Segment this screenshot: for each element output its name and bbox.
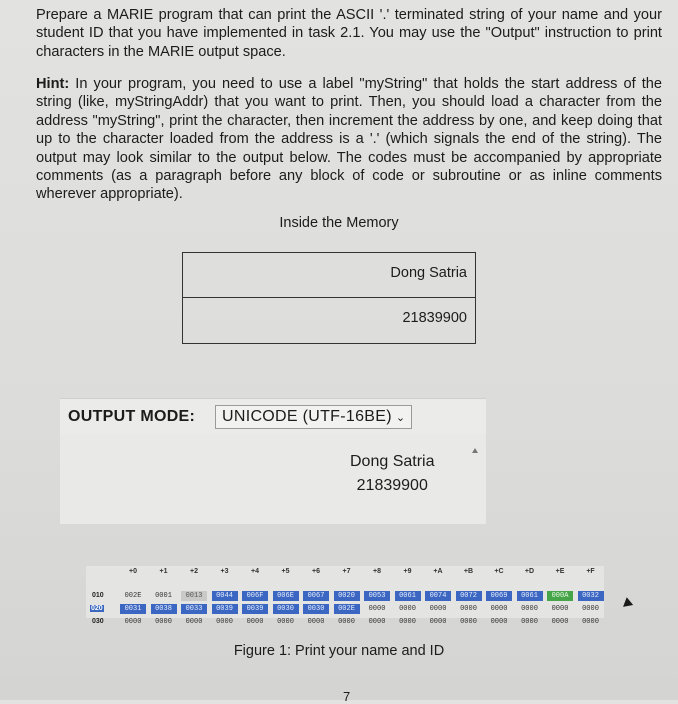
memory-column-header: +3 (220, 568, 229, 575)
hint-text: In your program, you need to use a label "myString" that holds the start address of the string (like, myStringAddr) that you want to print. Then, you should load a character from the address "myString", print the character, then increment the address by one, and keep doing that up to the character loaded from the address is a '.' (which signals the end of the string). The output may look similar to the output below. The codes must be accompanied by appropriate comments (as a paragraph before any block of code or subroutine or as inline comments wherever appropriate). (36, 76, 662, 203)
memory-cell[interactable]: 0000 (429, 605, 447, 613)
memory-row-address[interactable]: 020 (91, 605, 103, 612)
memory-cell[interactable]: 0000 (460, 618, 477, 626)
output-mode-label: OUTPUT MODE: (68, 408, 196, 425)
memory-cell[interactable]: 0030 (303, 604, 329, 614)
memory-cell[interactable]: 0001 (155, 592, 172, 600)
memory-column-header: +5 (281, 568, 290, 575)
hint-label: Hint: (36, 76, 70, 92)
output-area (60, 434, 486, 524)
memory-column-header: +8 (373, 568, 381, 575)
memory-cell[interactable]: 0031 (120, 604, 146, 614)
memory-cell[interactable]: 0000 (246, 618, 264, 626)
memory-row-address[interactable]: 030 (92, 618, 104, 625)
memory-cell[interactable]: 0000 (551, 618, 569, 626)
memory-row-name (183, 253, 475, 298)
memory-cell[interactable]: 0032 (578, 591, 604, 601)
memory-cell[interactable]: 0061 (395, 591, 421, 601)
memory-cell[interactable]: 0000 (399, 618, 416, 626)
memory-cell[interactable]: 006F (242, 591, 268, 601)
memory-cell[interactable]: 0000 (277, 618, 294, 626)
memory-cell[interactable]: 0044 (212, 591, 238, 601)
memory-column-header: +A (433, 568, 443, 575)
pointer-arrow-icon (620, 597, 633, 610)
memory-cell[interactable]: 002E (124, 592, 142, 600)
memory-cell[interactable]: 0000 (582, 605, 599, 613)
memory-cell[interactable]: 0013 (181, 591, 207, 601)
memory-column-header: +E (555, 568, 565, 575)
memory-column-header: +6 (312, 568, 320, 575)
memory-column-header: +B (463, 568, 474, 575)
scroll-up-icon[interactable] (472, 448, 478, 453)
memory-cell[interactable]: 0000 (124, 618, 142, 626)
memory-cell[interactable]: 0030 (273, 604, 299, 614)
output-mode-bar (60, 398, 486, 435)
memory-cell[interactable]: 0061 (517, 591, 543, 601)
memory-caption: Inside the Memory (279, 215, 399, 231)
memory-name-value: Dong Satria (390, 265, 467, 281)
memory-column-header: +2 (190, 568, 198, 575)
memory-column-header: +D (524, 568, 535, 575)
memory-cell[interactable]: 000A (547, 591, 573, 601)
memory-cell[interactable]: 0039 (212, 604, 238, 614)
memory-row-address[interactable]: 010 (92, 592, 104, 599)
memory-cell[interactable]: 0000 (551, 605, 569, 613)
memory-cell[interactable]: 0033 (181, 604, 207, 614)
memory-column-header: +4 (251, 568, 259, 575)
memory-cell[interactable]: 0039 (242, 604, 268, 614)
memory-cell[interactable]: 0000 (399, 605, 416, 613)
memory-cell[interactable]: 0000 (521, 618, 538, 626)
memory-table (182, 252, 476, 344)
page-number: 7 (343, 689, 351, 704)
memory-column-header: +7 (342, 568, 351, 575)
memory-row-id (183, 298, 475, 343)
memory-cell[interactable]: 0000 (582, 618, 599, 626)
memory-cell[interactable]: 0000 (490, 605, 508, 613)
memory-column-header: +1 (159, 568, 168, 575)
memory-cell[interactable]: 0000 (429, 618, 447, 626)
memory-column-header: +9 (403, 568, 412, 575)
hint-paragraph (36, 75, 662, 204)
memory-cell[interactable]: 0000 (368, 605, 386, 613)
output-mode-select[interactable] (215, 405, 412, 429)
memory-cell[interactable]: 0000 (216, 618, 233, 626)
output-text: Dong Satria 21839900 (350, 453, 435, 494)
memory-cell[interactable]: 0000 (460, 605, 477, 613)
memory-cell[interactable]: 0072 (456, 591, 482, 601)
memory-column-header: +F (586, 568, 595, 575)
figure-caption: Figure 1: Print your name and ID (233, 643, 445, 659)
memory-cell[interactable]: 0074 (425, 591, 451, 601)
memory-cell[interactable]: 0067 (303, 591, 329, 601)
memory-cell[interactable]: 006E (273, 591, 299, 601)
memory-column-header: +0 (129, 568, 137, 575)
output-mode-value: UNICODE (UTF-16BE) (222, 408, 392, 425)
memory-column-header: +C (494, 568, 504, 575)
memory-cell[interactable]: 0020 (334, 591, 360, 601)
memory-cell[interactable]: 0000 (368, 618, 386, 626)
memory-id-value: 21839900 (402, 310, 467, 326)
memory-cell[interactable]: 0000 (490, 618, 508, 626)
memory-cell[interactable]: 0000 (155, 618, 172, 626)
memory-view (86, 566, 604, 626)
memory-cell[interactable]: 0000 (521, 605, 538, 613)
memory-cell[interactable]: 0000 (307, 618, 325, 626)
task-paragraph: Prepare a MARIE program that can print the ASCII '.' terminated string of your name and your student ID that you have implemented in task 2.1. You may use the "Output" instruction to print characters in the MARIE output space. (36, 7, 662, 60)
memory-cell[interactable]: 0000 (338, 618, 355, 626)
memory-cell[interactable]: 0038 (151, 604, 177, 614)
chevron-down-icon: ⌄ (395, 412, 406, 424)
memory-cell[interactable]: 0000 (185, 618, 203, 626)
memory-cell[interactable]: 002E (334, 604, 360, 614)
memory-cell[interactable]: 0069 (486, 591, 512, 601)
memory-cell[interactable]: 0053 (364, 591, 390, 601)
